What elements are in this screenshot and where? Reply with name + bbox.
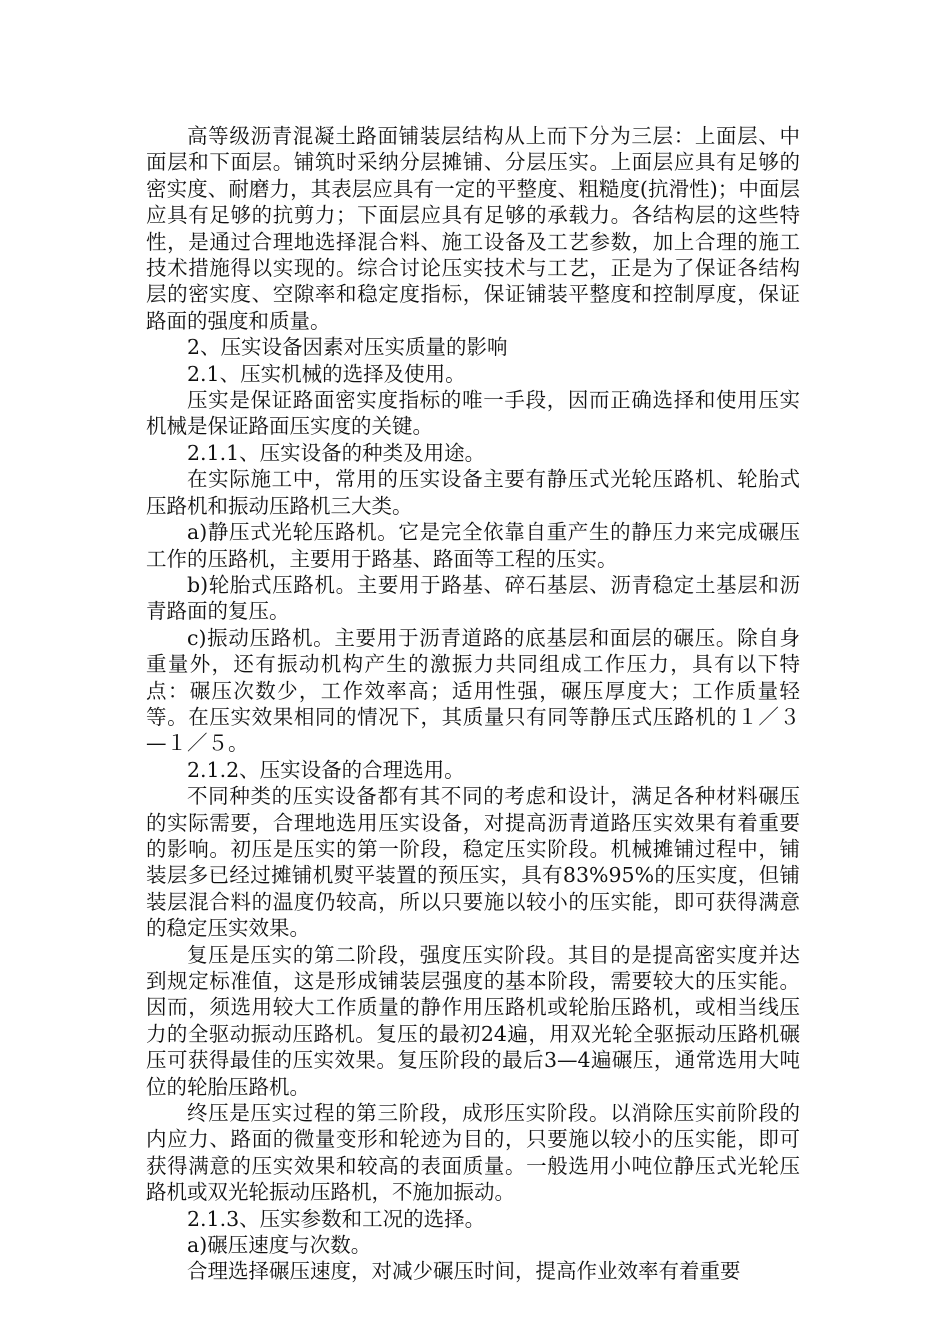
paragraph-item-c: c)振动压路机。主要用于沥青道路的底基层和面层的碾压。除自身重量外，还有振动机构产生的激振力共同组成工作压力，具有以下特点：碾压次数少，工作效率高；适用性强，碾压厚度大；工作质量轻等。在压实效果相同的情况下，其质量只有同等静压式压路机的１／３—１／５。 bbox=[146, 625, 800, 756]
paragraph-initial-compaction: 不同种类的压实设备都有其不同的考虑和设计，满足各种材料碾压的实际需要，合理地选用压实设备，对提高沥青道路压实效果有着重要的影响。初压是压实的第一阶段，稳定压实阶段。机械摊铺过程中，铺装层多已经过摊铺机熨平装置的预压实，具有83%95%的压实度，但铺装层混合料的温度仍较高，所以只要施以较小的压实能，即可获得满意的稳定压实效果。 bbox=[146, 784, 800, 941]
section-heading-2: 2、压实设备因素对压实质量的影响 bbox=[187, 335, 508, 360]
section-heading-2-1-2: 2.1.2、压实设备的合理选用。 bbox=[187, 757, 465, 782]
paragraph-intro: 高等级沥青混凝土路面铺装层结构从上而下分为三层：上面层、中面层和下面层。铺筑时采纳分层摊铺、分层压实。上面层应具有足够的密实度、耐磨力，其表层应具有一定的平整度、粗糙度(抗滑性)；中面层应具有足够的抗剪力；下面层应具有足够的承载力。各结构层的这些特性，是通过合理地选择混合料、施工设备及工艺参数，加上合理的施工技术措施得以实现的。综合讨论压实技术与工艺，正是为了保证各结构层的密实度、空隙率和稳定度指标，保证铺装平整度和控制厚度，保证路面的强度和质量。 bbox=[146, 124, 800, 333]
paragraph-speed: 合理选择碾压速度，对减少碾压时间，提高作业效率有着重要 bbox=[187, 1259, 741, 1284]
paragraph-final-compaction: 终压是压实过程的第三阶段，成形压实阶段。以消除压实前阶段的内应力、路面的微量变形和轮迹为目的，只要施以较小的压实能，即可获得满意的压实效果和较高的表面质量。一般选用小吨位静压式光轮压路机或双光轮振动压路机，不施加振动。 bbox=[146, 1101, 800, 1205]
paragraph-secondary-compaction: 复压是压实的第二阶段，强度压实阶段。其目的是提高密实度并达到规定标准值，这是形成铺装层强度的基本阶段，需要较大的压实能。因而，须选用较大工作质量的静作用压路机或轮胎压路机，或相当线压力的全驱动振动压路机。复压的最初24遍，用双光轮全驱振动压路机碾压可获得最佳的压实效果。复压阶段的最后3—4遍碾压，通常选用大吨位的轮胎压路机。 bbox=[146, 942, 800, 1099]
paragraph-compaction-key: 压实是保证路面密实度指标的唯一手段，因而正确选择和使用压实机械是保证路面压实度的关键。 bbox=[146, 388, 800, 439]
paragraph-equipment-types: 在实际施工中，常用的压实设备主要有静压式光轮压路机、轮胎式压路机和振动压路机三大类。 bbox=[146, 467, 800, 518]
section-heading-2-1: 2.1、压实机械的选择及使用。 bbox=[187, 361, 466, 386]
document-body bbox=[146, 123, 800, 1285]
section-heading-2-1-1: 2.1.1、压实设备的种类及用途。 bbox=[187, 440, 486, 465]
paragraph-item-b: b)轮胎式压路机。主要用于路基、碎石基层、沥青稳定土基层和沥青路面的复压。 bbox=[146, 572, 800, 624]
sub-heading-speed: a)碾压速度与次数。 bbox=[187, 1233, 372, 1258]
paragraph-item-a: a)静压式光轮压路机。它是完全依靠自重产生的静压力来完成碾压工作的压路机，主要用于路基、路面等工程的压实。 bbox=[146, 520, 800, 571]
section-heading-2-1-3: 2.1.3、压实参数和工况的选择。 bbox=[187, 1206, 486, 1231]
